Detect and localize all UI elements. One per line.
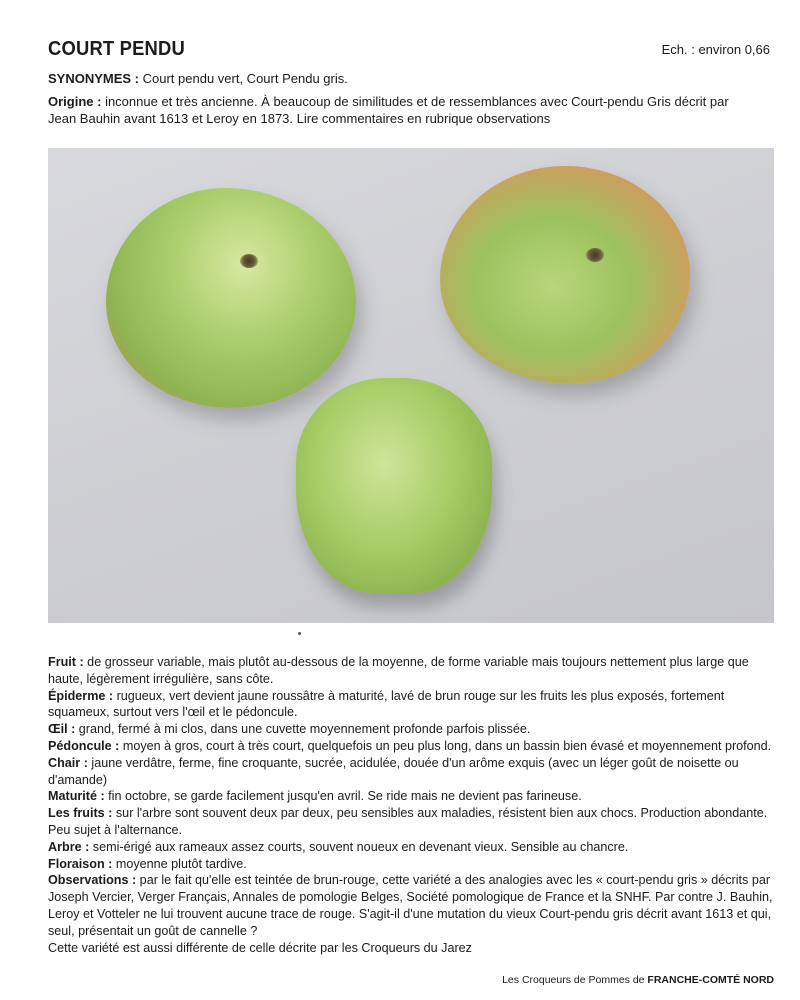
- description-item: [48, 654, 778, 688]
- synonymes-text: Court pendu vert, Court Pendu gris.: [139, 71, 348, 86]
- apple-right: [440, 166, 690, 384]
- description-label: Les fruits :: [48, 806, 113, 821]
- page-title: COURT PENDU: [48, 38, 185, 60]
- origine-label: Origine :: [48, 94, 102, 109]
- footer-credit: [502, 974, 774, 986]
- description-text: fin octobre, se garde facilement jusqu'en avril. Se ride mais ne devient pas farineuse.: [104, 789, 582, 804]
- description-text: par le fait qu'elle est teintée de brun-rouge, cette variété a des analogies avec les « court-pendu gris » décrits par Joseph Vercier, Verger Français, Annales de pomologie Belges, Société pomologique de France et la SNHF. Par contre J. Bauhin, Leroy et Votteler ne lui trouvent aucune trace de rouge. S'agit-il d'une mutation du vieux Court-pendu gris décrit avant 1613 et qui, seul, présentait un goût de cannelle ?: [48, 873, 773, 938]
- description-item: [48, 839, 778, 856]
- description-text: moyen à gros, court à très court, quelquefois un peu plus long, dans un bassin bien évasé et moyennement profond.: [119, 738, 772, 753]
- apple-left: [106, 188, 356, 408]
- description-item: [48, 805, 778, 839]
- synonymes-line: [48, 70, 776, 87]
- description-label: Épiderme :: [48, 688, 114, 703]
- description-item: [48, 755, 778, 789]
- description-label: Œil :: [48, 722, 76, 737]
- description-label: Floraison :: [48, 856, 113, 871]
- description-label: Observations :: [48, 873, 137, 888]
- description-item: [48, 721, 778, 738]
- description-text: rugueux, vert devient jaune roussâtre à maturité, lavé de brun rouge sur les fruits les plus exposés, fortement squameux, surtout vers l'œil et le pédoncule.: [48, 688, 725, 720]
- origine-text-1: inconnue et très ancienne. À beaucoup de similitudes et de ressemblances avec Court-pendu Gris décrit par: [101, 94, 729, 109]
- description-label: Maturité :: [48, 789, 105, 804]
- description-label: Arbre :: [48, 839, 90, 854]
- description-text: de grosseur variable, mais plutôt au-dessous de la moyenne, de forme variable mais toujours nettement plus large que haute, légèrement irrégulière, sans côte.: [48, 655, 749, 686]
- description-label: Chair :: [48, 755, 88, 770]
- footer-prefix: Les Croqueurs de Pommes de: [502, 974, 648, 986]
- apple-front: [296, 378, 492, 593]
- description-block: [48, 654, 778, 956]
- description-label: Fruit :: [48, 655, 84, 669]
- description-item: [48, 788, 778, 805]
- final-note: Cette variété est aussi différente de celle décrite par les Croqueurs du Jarez: [48, 940, 472, 955]
- description-text: semi-érigé aux rameaux assez courts, souvent noueux en devenant vieux. Sensible au chancre.: [89, 839, 629, 854]
- apple-eye: [586, 248, 604, 262]
- speck: [298, 632, 301, 635]
- description-text: sur l'arbre sont souvent deux par deux, peu sensibles aux maladies, résistent bien aux chocs. Production abondante. Peu sujet à l'alternance.: [48, 806, 768, 837]
- synonymes-label: SYNONYMES :: [48, 71, 140, 86]
- description-text: jaune verdâtre, ferme, fine croquante, sucrée, acidulée, douée d'un arôme exquis (avec un léger goût de noisette ou d'amande): [48, 755, 739, 787]
- origine-line: [48, 93, 776, 110]
- description-label: Pédoncule :: [48, 738, 120, 753]
- description-text: moyenne plutôt tardive.: [112, 856, 247, 871]
- origine-line-2: Jean Bauhin avant 1613 et Leroy en 1873. Lire commentaires en rubrique observations: [48, 111, 551, 126]
- apple-photo: [48, 148, 774, 623]
- scale-note: Ech. : environ 0,66: [661, 42, 770, 57]
- description-item: [48, 688, 778, 722]
- description-item: [48, 872, 778, 939]
- description-text: grand, fermé à mi clos, dans une cuvette moyennement profonde parfois plissée.: [75, 722, 531, 737]
- apple-eye: [240, 254, 258, 268]
- description-item: [48, 738, 778, 755]
- footer-region: FRANCHE-COMTÉ NORD: [647, 974, 774, 986]
- description-item: [48, 856, 778, 873]
